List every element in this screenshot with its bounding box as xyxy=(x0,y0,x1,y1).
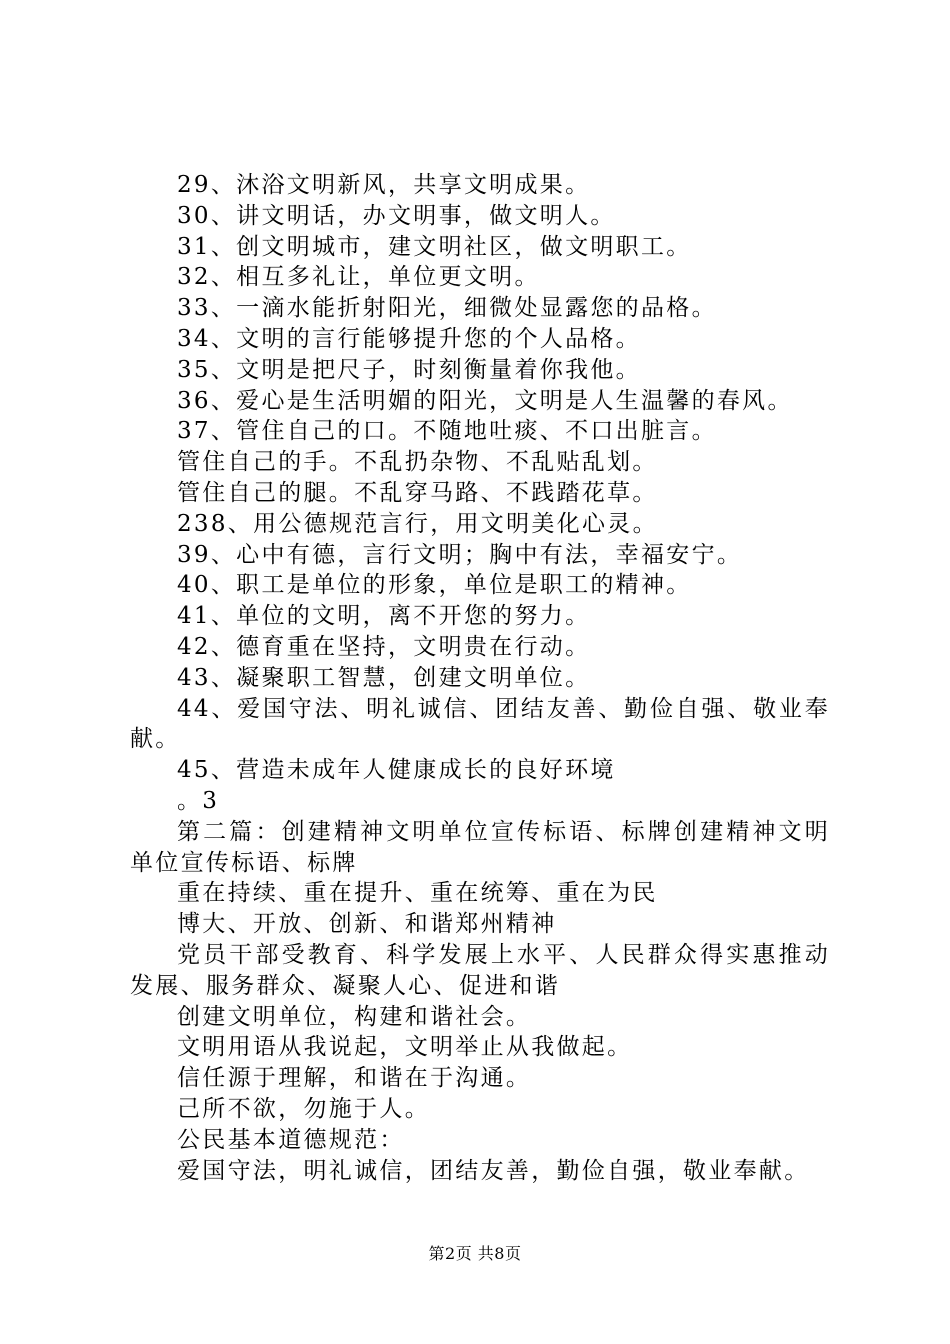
slogan-line: 42、德育重在坚持，文明贵在行动。 xyxy=(177,633,591,660)
slogan-line: 管住自己的腿。不乱穿马路、不践踏花草。 xyxy=(177,479,658,506)
slogan-line: 重在持续、重在提升、重在统筹、重在为民 xyxy=(177,880,658,907)
slogan-line: 32、相互多礼让，单位更文明。 xyxy=(177,264,540,291)
slogan-line: 公民基本道德规范： xyxy=(177,1126,405,1153)
slogan-line: 管住自己的手。不乱扔杂物、不乱贴乱划。 xyxy=(177,449,658,476)
slogan-line: 39、心中有德，言行文明；胸中有法，幸福安宁。 xyxy=(177,541,743,568)
slogan-line: 36、爱心是生活明媚的阳光，文明是人生温馨的春风。 xyxy=(177,387,793,414)
slogan-line: 29、沐浴文明新风，共享文明成果。 xyxy=(177,172,591,198)
section-title: 第二篇：创建精神文明单位宣传标语、标牌创建精神文明单位宣传标语、标牌 xyxy=(130,818,830,876)
slogan-line: 238、用公德规范言行，用文明美化心灵。 xyxy=(177,510,658,537)
slogan-line: 信任源于理解，和谐在于沟通。 xyxy=(177,1065,532,1092)
slogan-line: 41、单位的文明，离不开您的努力。 xyxy=(177,603,591,630)
slogan-line: 43、凝聚职工智慧，创建文明单位。 xyxy=(177,664,591,691)
slogan-line: 45、营造未成年人健康成长的良好环境 xyxy=(177,757,616,784)
slogan-line: 爱国守法，明礼诚信，团结友善，勤俭自强，敬业奉献。 xyxy=(177,1157,810,1184)
slogan-line: 37、管住自己的口。不随地吐痰、不口出脏言。 xyxy=(177,418,717,445)
slogan-line: 35、文明是把尺子，时刻衡量着你我他。 xyxy=(177,356,641,383)
slogan-line: 33、一滴水能折射阳光，细微处显露您的品格。 xyxy=(177,295,717,322)
slogan-line-tail: 。3 xyxy=(177,787,220,814)
slogan-paragraph: 44、爱国守法、明礼诚信、团结友善、勤俭自强、敬业奉献。 xyxy=(130,695,830,753)
slogan-line: 31、创文明城市，建文明社区，做文明职工。 xyxy=(177,233,692,260)
slogan-line: 创建文明单位，构建和谐社会。 xyxy=(177,1003,532,1030)
slogan-line: 己所不欲，勿施于人。 xyxy=(177,1095,430,1122)
slogan-line: 34、文明的言行能够提升您的个人品格。 xyxy=(177,325,641,352)
slogan-line: 博大、开放、创新、和谐郑州精神 xyxy=(177,911,557,938)
slogan-paragraph: 党员干部受教育、科学发展上水平、人民群众得实惠推动发展、服务群众、凝聚人心、促进和谐 xyxy=(130,941,830,999)
slogan-line: 文明用语从我说起，文明举止从我做起。 xyxy=(177,1034,633,1061)
slogan-line: 40、职工是单位的形象，单位是职工的精神。 xyxy=(177,572,692,599)
page-number: 第2页 共8页 xyxy=(428,1244,522,1263)
slogan-line: 30、讲文明话，办文明事，做文明人。 xyxy=(177,202,616,229)
document-body xyxy=(130,170,830,1186)
